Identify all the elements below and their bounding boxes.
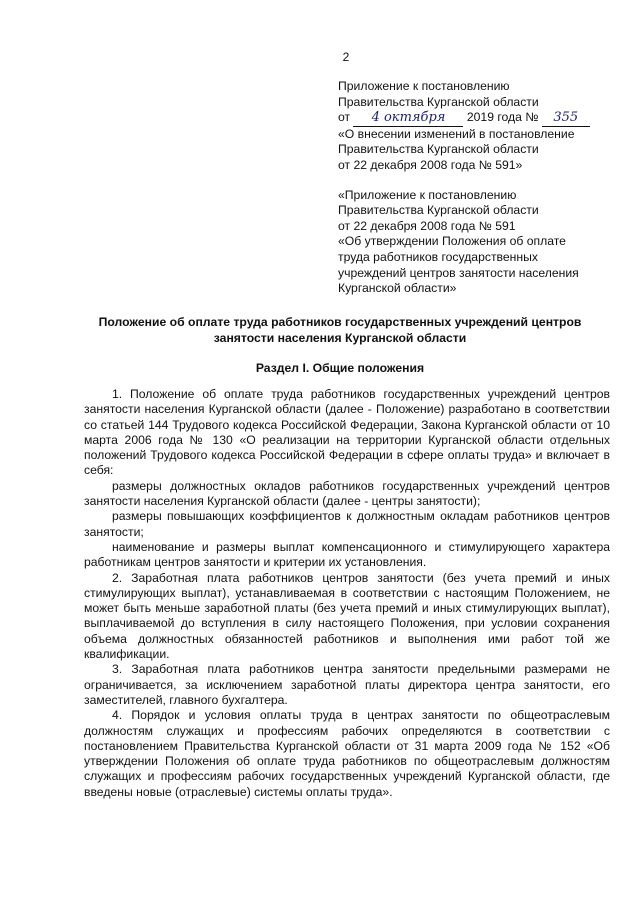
paragraph-2: размеры должностных окладов работников государственных учреждений центров занятости населения Курганской области (далее - центры занятости);	[84, 478, 610, 509]
appendix2-line: учреждений центров занятости населения	[338, 265, 579, 280]
paragraph-7: 4. Порядок и условия оплаты труда в центрах занятости по общеотраслевым должностям служащих и профессиям рабочих определяются в соответствии с постановлением Правительства Курганской области от 31 марта 2009 года № 152 «Об утверждении Положения об оплате труда работников по общеотраслевым должностям служащих и профессиям рабочих государственных учреждений Курганской области, где введены новые (отраслевые) системы оплаты труда».	[84, 708, 610, 799]
document-title	[60, 314, 620, 346]
appendix-line: Правительства Курганской области	[338, 94, 539, 109]
appendix-line: «О внесении изменений в постановление	[338, 126, 575, 141]
appendix2-line: «Об утверждении Положения об оплате	[338, 234, 566, 249]
handwritten-date: 4 октября	[353, 110, 463, 127]
paragraph-1: 1. Положение об оплате труда работников государственных учреждений центров занятости населения Курганской области (далее - Положение) разработано в соответствии со статьей 144 Трудового кодекса Российской Федерации, Закона Курганской области от 10 марта 2006 года № 130 «О реализации на территории Курганской области отдельных положений Трудового кодекса Российской Федерации в сфере оплаты труда» и включает в себя:	[84, 387, 610, 478]
document-body	[84, 387, 610, 800]
appendix-line: Приложение к постановлению	[338, 79, 510, 93]
appendix-date-line	[338, 110, 608, 127]
date-prefix: от	[338, 110, 351, 125]
appendix-line: Правительства Курганской области	[338, 142, 539, 157]
paragraph-5: 2. Заработная плата работников центров занятости (без учета премий и иных стимулирующих выплат), устанавливаемая в соответствии с настоящим Положением, не может быть меньше заработной платы (без учета премий и иных стимулирующих выплат), выплачиваемой до вступления в силу настоящего Положения, при условии сохранения объема должностных обязанностей работников и выполнения ими работ той же квалификации.	[84, 570, 610, 662]
appendix2-line: Правительства Курганской области	[338, 203, 539, 218]
appendix2-line: труда работников государственных	[338, 249, 538, 264]
page-number: 2	[342, 50, 350, 64]
appendix2-line: от 22 декабря 2008 года № 591	[338, 218, 516, 233]
paragraph-6: 3. Заработная плата работников центра занятости предельными размерами не ограничивается, за исключением заработной платы директора центра занятости, его заместителей, главного бухгалтера.	[84, 662, 610, 707]
paragraph-3: размеры повышающих коэффициентов к должностным окладам работников центров занятости;	[84, 509, 610, 539]
date-year: 2019 года №	[466, 110, 539, 125]
handwritten-number: 355	[542, 110, 590, 127]
title-line-1: Положение об оплате труда работников государственных учреждений центров	[98, 315, 582, 329]
appendix-line: от 22 декабря 2008 года № 591»	[338, 157, 523, 172]
appendix-block	[338, 79, 608, 297]
appendix2-line: Курганской области»	[338, 281, 457, 296]
section-title: Раздел I. Общие положения	[255, 361, 425, 375]
title-line-2: занятости населения Курганской области	[213, 331, 467, 345]
appendix2-line: «Приложение к постановлению	[338, 187, 517, 202]
paragraph-4: наименование и размеры выплат компенсационного и стимулирующего характера работникам центров занятости и критерии их установления.	[84, 539, 610, 570]
